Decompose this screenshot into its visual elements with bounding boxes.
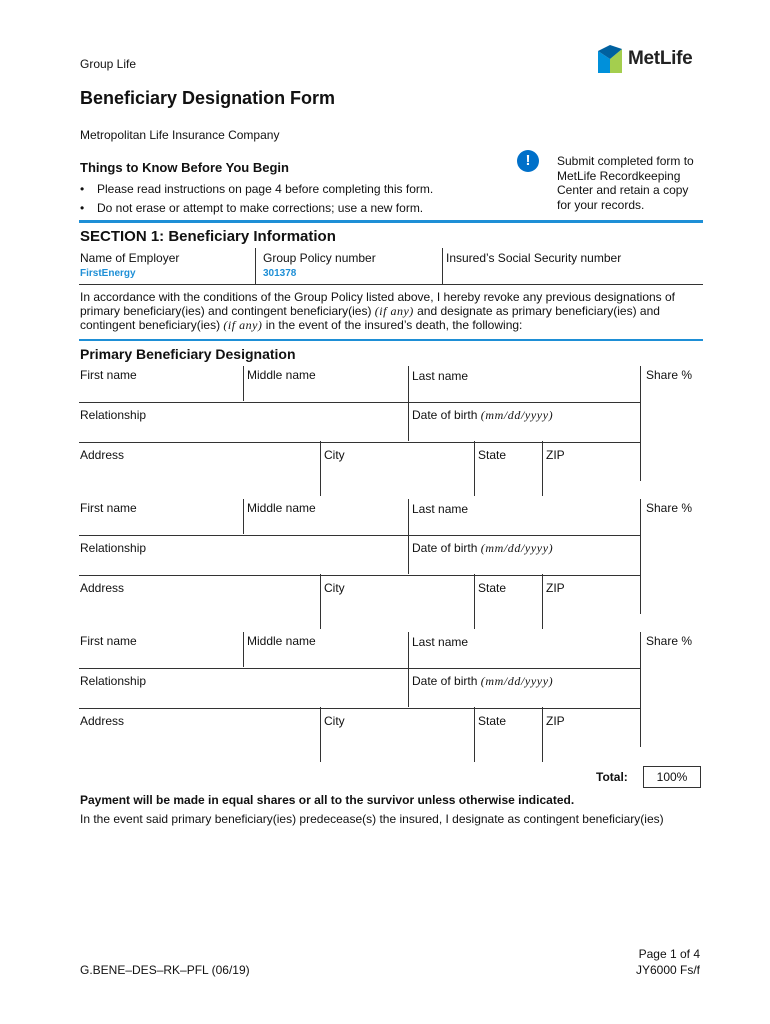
last-name-field[interactable]	[412, 517, 637, 534]
address-field[interactable]	[80, 596, 318, 626]
last-name-label-text: Last name	[412, 369, 469, 383]
relationship-label-text: Relationship	[80, 541, 147, 555]
field-divider	[243, 366, 244, 401]
total-share-field[interactable]: 100%	[643, 766, 701, 788]
field-underline	[79, 668, 640, 669]
if-any-text: (if any)	[223, 318, 263, 332]
total-label: Total:	[596, 770, 628, 784]
first-name-field[interactable]	[80, 383, 240, 400]
address-field[interactable]	[80, 729, 318, 759]
city-label-text: City	[324, 448, 345, 462]
state-label-text: State	[478, 448, 507, 462]
relationship-field[interactable]	[80, 423, 405, 440]
field-divider	[320, 707, 321, 762]
field-divider	[640, 632, 641, 747]
field-divider	[243, 499, 244, 534]
zip-label	[546, 714, 565, 728]
submit-note-line: MetLife Recordkeeping	[557, 168, 681, 183]
address-label-text: Address	[80, 714, 125, 728]
list-item: • Please read instructions on page 4 before completing this form.	[80, 180, 433, 199]
section-divider	[79, 339, 703, 341]
form-code: G.BENE–DES–RK–PFL (06/19)	[80, 963, 250, 977]
state-field[interactable]	[478, 463, 540, 493]
address-label-text: Address	[80, 448, 125, 462]
dob-label-text: Date of birth	[412, 408, 478, 422]
if-any-text: (if any)	[374, 304, 414, 318]
field-divider	[320, 441, 321, 496]
dob-label-text: Date of birth	[412, 541, 478, 555]
relationship-label	[80, 408, 146, 422]
company-name: Metropolitan Life Insurance Company	[80, 128, 280, 142]
submit-note-line: for your records.	[557, 197, 645, 212]
relationship-label-text: Relationship	[80, 408, 147, 422]
field-divider	[474, 441, 475, 496]
employer-field[interactable]: FirstEnergy	[80, 268, 136, 279]
share-label-text: Share %	[646, 501, 693, 515]
zip-label-text: ZIP	[546, 581, 565, 595]
field-divider	[474, 707, 475, 762]
employer-label: Name of Employer	[80, 251, 180, 265]
dob-format: (mm/dd/yyyy)	[480, 541, 554, 555]
city-label	[324, 581, 345, 595]
field-underline	[79, 284, 703, 285]
middle-name-label	[247, 368, 316, 382]
first-name-label-text: First name	[80, 368, 137, 382]
field-divider	[408, 499, 409, 574]
dob-format: (mm/dd/yyyy)	[480, 674, 554, 688]
field-divider	[442, 248, 443, 284]
field-divider	[542, 574, 543, 629]
dob-label	[412, 408, 553, 423]
state-field[interactable]	[478, 729, 540, 759]
field-divider	[542, 707, 543, 762]
contingent-note: In the event said primary beneficiary(ies) predecease(s) the insured, I designate as contingent beneficiary(ies)	[80, 812, 664, 826]
dob-label	[412, 541, 553, 556]
middle-name-label-text: Middle name	[247, 501, 316, 515]
share-field[interactable]	[646, 649, 700, 744]
dob-field[interactable]	[412, 689, 637, 706]
first-name-label-text: First name	[80, 501, 137, 515]
middle-name-label	[247, 634, 316, 648]
dob-field[interactable]	[412, 556, 637, 573]
last-name-field[interactable]	[412, 384, 637, 401]
paragraph-text: in the event of the insured’s death, the following:	[262, 318, 523, 332]
revocation-paragraph	[80, 290, 700, 332]
field-divider	[640, 499, 641, 614]
page-number	[560, 946, 700, 978]
address-field[interactable]	[80, 463, 318, 493]
field-underline	[79, 535, 640, 536]
field-divider	[408, 366, 409, 441]
submit-note-line: Center and retain a copy	[557, 183, 689, 197]
middle-name-label-text: Middle name	[247, 368, 316, 382]
first-name-field[interactable]	[80, 649, 240, 666]
address-label	[80, 448, 124, 462]
city-label	[324, 714, 345, 728]
dob-label	[412, 674, 553, 689]
share-label	[646, 634, 692, 648]
middle-name-field[interactable]	[247, 649, 405, 666]
relationship-field[interactable]	[80, 689, 405, 706]
last-name-label	[412, 369, 468, 383]
last-name-field[interactable]	[412, 650, 637, 667]
dob-label-text: Date of birth	[412, 674, 478, 688]
middle-name-field[interactable]	[247, 383, 405, 400]
things-to-know-title: Things to Know Before You Begin	[80, 160, 289, 175]
relationship-field[interactable]	[80, 556, 405, 573]
field-divider	[320, 574, 321, 629]
field-divider	[255, 248, 256, 284]
state-label	[478, 714, 506, 728]
city-label	[324, 448, 345, 462]
share-field[interactable]	[646, 516, 700, 611]
field-divider	[542, 441, 543, 496]
field-divider	[474, 574, 475, 629]
address-label-text: Address	[80, 581, 125, 595]
exclamation-icon: !	[517, 150, 539, 172]
middle-name-field[interactable]	[247, 516, 405, 533]
field-divider	[408, 632, 409, 707]
first-name-label	[80, 634, 137, 648]
first-name-label	[80, 501, 137, 515]
policy-number-field[interactable]: 301378	[263, 268, 297, 279]
last-name-label	[412, 635, 468, 649]
zip-label-text: ZIP	[546, 448, 565, 462]
address-label	[80, 714, 124, 728]
policy-label: Group Policy number	[263, 251, 376, 265]
state-label-text: State	[478, 714, 507, 728]
city-label-text: City	[324, 714, 345, 728]
city-field[interactable]	[324, 729, 472, 759]
state-label	[478, 581, 506, 595]
submit-note	[557, 154, 717, 212]
section1-title: SECTION 1: Beneficiary Information	[80, 228, 336, 245]
field-underline	[79, 575, 640, 576]
share-label-text: Share %	[646, 368, 693, 382]
zip-label-text: ZIP	[546, 714, 565, 728]
relationship-label-text: Relationship	[80, 674, 147, 688]
list-item: • Do not erase or attempt to make corrections; use a new form.	[80, 199, 433, 218]
middle-name-label-text: Middle name	[247, 634, 316, 648]
zip-field[interactable]	[546, 596, 638, 626]
field-underline	[79, 402, 640, 403]
zip-label	[546, 581, 565, 595]
dob-field[interactable]	[412, 423, 637, 440]
relationship-label	[80, 541, 146, 555]
city-field[interactable]	[324, 463, 472, 493]
state-label	[478, 448, 506, 462]
last-name-label-text: Last name	[412, 502, 469, 516]
logo-text: MetLife	[628, 48, 693, 69]
field-underline	[79, 442, 640, 443]
middle-name-label	[247, 501, 316, 515]
group-label: Group Life	[80, 57, 137, 71]
last-name-label	[412, 502, 468, 516]
field-divider	[243, 632, 244, 667]
share-label-text: Share %	[646, 634, 693, 648]
section-divider	[79, 220, 703, 223]
state-field[interactable]	[478, 596, 540, 626]
things-to-know-list	[80, 180, 433, 218]
submit-note-line: Submit completed form to	[557, 154, 694, 168]
zip-field[interactable]	[546, 463, 638, 493]
field-underline	[79, 708, 640, 709]
form-id: JY6000 Fs/f	[635, 963, 700, 977]
paragraph-text: and designate as primary beneficiary(ies) and contingent beneficiary(ies)	[80, 304, 660, 332]
share-label	[646, 501, 692, 515]
state-label-text: State	[478, 581, 507, 595]
address-label	[80, 581, 124, 595]
first-name-label	[80, 368, 137, 382]
city-label-text: City	[324, 581, 345, 595]
dob-format: (mm/dd/yyyy)	[480, 408, 554, 422]
share-field[interactable]	[646, 383, 700, 478]
city-field[interactable]	[324, 596, 472, 626]
field-divider	[640, 366, 641, 481]
share-label	[646, 368, 692, 382]
page-indicator: Page 1 of 4	[638, 947, 700, 961]
last-name-label-text: Last name	[412, 635, 469, 649]
relationship-label	[80, 674, 146, 688]
first-name-field[interactable]	[80, 516, 240, 533]
primary-beneficiary-title: Primary Beneficiary Designation	[80, 346, 296, 362]
zip-field[interactable]	[546, 729, 638, 759]
first-name-label-text: First name	[80, 634, 137, 648]
ssn-field[interactable]	[446, 266, 702, 282]
zip-label	[546, 448, 565, 462]
form-title: Beneficiary Designation Form	[80, 88, 336, 108]
ssn-label: Insured’s Social Security number	[446, 251, 622, 265]
equal-shares-note: Payment will be made in equal shares or all to the survivor unless otherwise indicated.	[80, 793, 575, 807]
paragraph-text: In accordance with the conditions of the Group Policy listed above, I hereby revoke any previous designations of primary beneficiary(ies) and contingent beneficiary(ies)	[80, 290, 676, 318]
